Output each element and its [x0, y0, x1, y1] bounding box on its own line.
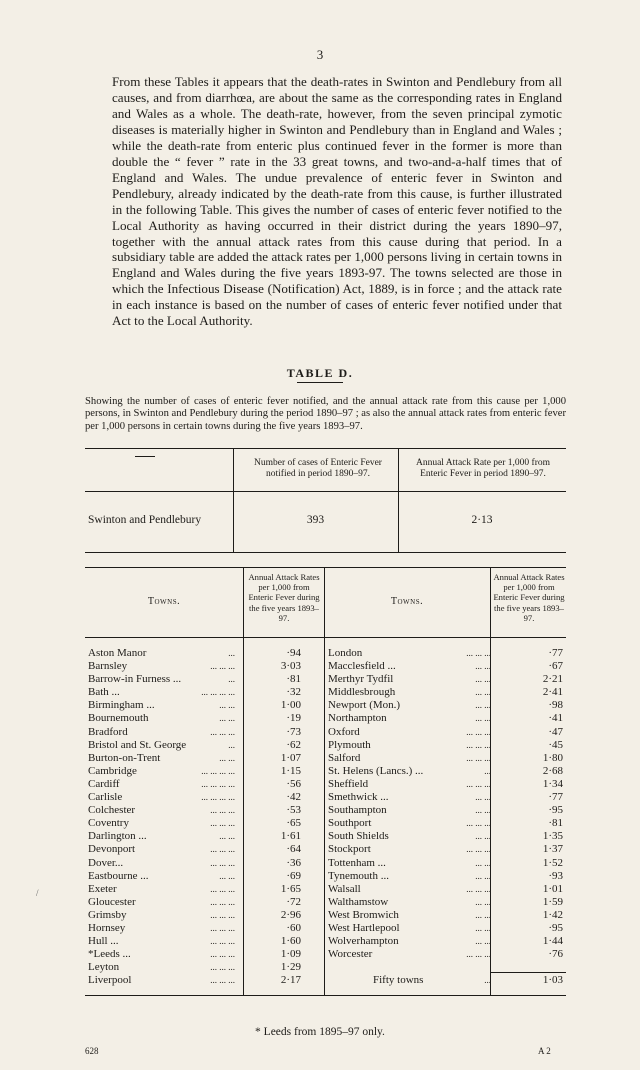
attack-rate: ·73 [286, 725, 301, 738]
town-name: Salford [328, 751, 361, 764]
table-row [328, 935, 563, 948]
leader-dots: ... [228, 739, 235, 750]
attack-rate: 1·15 [280, 764, 301, 777]
table-row [88, 896, 315, 909]
town-name: Bournemouth [88, 712, 149, 725]
table-row [88, 647, 315, 660]
table-row [328, 804, 563, 817]
town-name: Eastbourne ... [88, 869, 149, 882]
town-name: Tynemouth ... [328, 869, 389, 882]
attack-rate: ·60 [286, 921, 301, 934]
table-row [88, 752, 315, 765]
leader-dots: ... ... ... ... [201, 687, 235, 698]
summary-header-rule [85, 491, 566, 492]
town-name: Coventry [88, 817, 129, 830]
leader-dots: ... ... ... [210, 857, 235, 868]
leader-dots: ... ... ... [466, 778, 491, 789]
table-row [88, 935, 315, 948]
attack-rate: ·47 [548, 725, 563, 738]
table-row [88, 791, 315, 804]
leader-dots: ... ... [475, 805, 491, 816]
leader-dots: ... ... ... [466, 818, 491, 829]
attack-rate: 1·03 [542, 974, 563, 987]
town-name: Gloucester [88, 895, 136, 908]
table-row [328, 647, 563, 660]
town-name: Liverpool [88, 974, 132, 987]
attack-rate: ·32 [286, 686, 301, 699]
leader-dots: ... ... [475, 870, 491, 881]
attack-rate: ·94 [286, 647, 301, 659]
rate-header-left: Annual Attack Rates per 1,000 from Enteric Fever during the five years 1893–97. [248, 572, 320, 623]
table-row [88, 804, 315, 817]
town-name: Aston Manor [88, 647, 147, 659]
leader-dots: ... ... ... [210, 975, 235, 986]
town-name: Bath ... [88, 686, 120, 699]
table-row [328, 843, 563, 856]
town-name: St. Helens (Lancs.) ... [328, 764, 424, 777]
leader-dots: ... ... [219, 870, 235, 881]
towns-header-left: Towns. [147, 596, 181, 607]
town-name: Hornsey [88, 921, 126, 934]
town-name: Smethwick ... [328, 791, 389, 804]
town-name: Leyton [88, 961, 120, 974]
attack-rate: ·72 [286, 895, 301, 908]
town-name: Grimsby [88, 908, 127, 921]
attack-rate: 1·65 [280, 882, 301, 895]
attack-rate: 1·35 [542, 830, 563, 843]
towns-header-rule [85, 637, 566, 638]
leader-dots: ... ... [475, 674, 491, 685]
attack-rate: ·36 [286, 856, 301, 869]
table-row [88, 726, 315, 739]
summary-divider-1 [233, 449, 234, 552]
leader-dots: ... ... [475, 700, 491, 711]
print-code: 628 [85, 1046, 99, 1056]
leader-dots: ... ... ... [210, 896, 235, 907]
table-row [88, 857, 315, 870]
towns-divider-2 [324, 568, 325, 995]
town-name: Walthamstow [328, 895, 389, 908]
table-row [88, 830, 315, 843]
table-row [328, 791, 563, 804]
town-name: Fifty towns [373, 974, 424, 987]
summary-top-rule [85, 448, 566, 449]
table-row [328, 883, 563, 896]
table-row [88, 765, 315, 778]
town-name: Stockport [328, 843, 371, 856]
leader-dots: ... ... ... [210, 818, 235, 829]
leader-dots: ... ... ... [466, 648, 491, 658]
attack-rate: 1·44 [542, 935, 563, 948]
footnote: * Leeds from 1895–97 only. [255, 1026, 385, 1038]
summary-header-rate: Annual Attack Rate per 1,000 from Enteric Fever in period 1890–97. [415, 458, 551, 479]
table-row [328, 857, 563, 870]
table-row [88, 778, 315, 791]
intro-paragraph: From these Tables it appears that the death-rates in Swinton and Pendlebury from all causes, and from diarrhœa, are about the same as the corresponding rates in England and Wales as a whole. The death-rate, however, from the seven principal zymotic diseases is materially higher in Swinton and Pendlebury than in England and Wales ; while the death-rate from enteric plus continued fever in the former is more than double the “ fever ” rate in the 33 great towns, and two-and-a-half times that of England and Wales. The undue prevalence of enteric fever in Swinton and Pendlebury, already indicated by the death-rate from this cause, is further illustrated in the following Table. This gives the number of cases of enteric fever notified to the Local Authority as having occurred in their district during the years 1890–97, together with the annual attack rates from this cause during that period. In a subsidiary table are added the attack rates per 1,000 persons living in certain towns in England and Wales during the five years 1893-97. The towns selected are those in which the Infectious Disease (Notification) Act, 1889, is in force ; and the attack rate in each instance is based on the number of cases of enteric fever notified under that Act to the Local Authority. [112, 74, 562, 329]
table-row [88, 922, 315, 935]
table-row [88, 673, 315, 686]
table-row [328, 712, 563, 725]
town-name: South Shields [328, 830, 389, 843]
town-name: Burton-on-Trent [88, 751, 161, 764]
table-row [88, 870, 315, 883]
town-name: Sheffield [328, 777, 369, 790]
leader-dots: ... ... [219, 831, 235, 842]
table-row [328, 870, 563, 883]
leader-dots: ... ... [219, 700, 235, 711]
table-row [328, 948, 563, 961]
town-name: Cardiff [88, 777, 120, 790]
leader-dots: ... ... [475, 792, 491, 803]
attack-rate: ·76 [548, 948, 563, 961]
leader-dots: ... ... [475, 713, 491, 724]
table-row [328, 686, 563, 699]
summary-rate: 2·13 [471, 514, 493, 526]
table-row [328, 896, 563, 909]
table-row [328, 961, 563, 974]
town-name: Darlington ... [88, 830, 147, 843]
attack-rate: 1·01 [542, 882, 563, 895]
leader-dots: ... ... ... [466, 752, 491, 763]
attack-rate: ·45 [548, 738, 563, 751]
leader-dots: ... ... ... [466, 844, 491, 855]
attack-rate: 3·03 [280, 660, 301, 673]
attack-rate: ·42 [286, 791, 301, 804]
attack-rate: ·62 [286, 738, 301, 751]
table-caption: Showing the number of cases of enteric fever notified, and the annual attack rate from this cause per 1,000 persons, in Swinton and Pendlebury during the period 1890–97 ; as also the annual attack rates from enteric fever per 1,000 persons in certain towns during the five years 1893–97. [85, 396, 567, 432]
leader-dots: ... ... [475, 922, 491, 933]
attack-rate: 1·60 [280, 935, 301, 948]
margin-mark: / [36, 888, 39, 898]
left-town-list [88, 647, 315, 987]
town-name: West Bromwich [328, 908, 399, 921]
town-name: Southport [328, 817, 372, 830]
town-name: Merthyr Tydfil [328, 673, 394, 686]
leader-dots: ... ... ... [210, 726, 235, 737]
leader-dots: ... [228, 674, 235, 685]
leader-dots: ... ... [475, 936, 491, 947]
leader-dots: ... ... ... [466, 883, 491, 894]
leader-dots: ... ... [475, 896, 491, 907]
leader-dots: ... ... ... [210, 949, 235, 960]
summary-dash [135, 456, 155, 457]
table-row [88, 686, 315, 699]
summary-divider-2 [398, 449, 399, 552]
table-row [88, 883, 315, 896]
leader-dots: ... ... ... ... [201, 778, 235, 789]
attack-rate: ·41 [548, 712, 563, 725]
town-name: Tottenham ... [328, 856, 386, 869]
town-name: Northampton [328, 712, 387, 725]
table-row [88, 909, 315, 922]
table-row [88, 699, 315, 712]
town-name: Exeter [88, 882, 117, 895]
table-row [328, 817, 563, 830]
attack-rate: 1·42 [542, 908, 563, 921]
table-row [328, 974, 563, 987]
attack-rate: ·95 [548, 921, 563, 934]
table-row [328, 726, 563, 739]
town-name: Barnsley [88, 660, 128, 673]
table-row [328, 765, 563, 778]
table-row [328, 778, 563, 791]
summary-bottom-rule [85, 552, 566, 553]
table-row [328, 699, 563, 712]
table-row [88, 948, 315, 961]
town-name: Carlisle [88, 791, 123, 804]
leader-dots: ... [484, 765, 491, 776]
attack-rate: ·19 [286, 712, 301, 725]
leader-dots: ... ... [219, 713, 235, 724]
attack-rate: 1·34 [542, 777, 563, 790]
right-town-list [328, 647, 563, 987]
town-name: Oxford [328, 725, 360, 738]
leader-dots: ... ... ... [466, 726, 491, 737]
leader-dots: ... ... ... [210, 805, 235, 816]
towns-bottom-rule [85, 995, 566, 996]
towns-top-rule [85, 567, 566, 568]
town-name: Newport (Mon.) [328, 699, 401, 712]
attack-rate: 1·09 [280, 948, 301, 961]
leader-dots: ... ... ... [210, 936, 235, 947]
attack-rate: 1·00 [280, 699, 301, 712]
table-row [328, 660, 563, 673]
leader-dots: ... ... ... [210, 883, 235, 894]
table-row [88, 712, 315, 725]
attack-rate: 2·41 [542, 686, 563, 699]
title-rule [297, 382, 343, 383]
town-name: Wolverhampton [328, 935, 399, 948]
table-row [328, 830, 563, 843]
leader-dots: ... ... [475, 857, 491, 868]
attack-rate: ·65 [286, 817, 301, 830]
table-row [328, 752, 563, 765]
table-row [88, 739, 315, 752]
town-name: Birmingham ... [88, 699, 155, 712]
leader-dots: ... ... ... [466, 949, 491, 960]
attack-rate: 2·21 [542, 673, 563, 686]
summary-place: Swinton and Pendlebury [88, 514, 202, 526]
towns-header-right: Towns. [390, 596, 424, 607]
leader-dots: ... ... ... [210, 922, 235, 933]
leader-dots: ... ... ... [210, 909, 235, 920]
attack-rate: ·53 [286, 804, 301, 817]
attack-rate: ·67 [548, 660, 563, 673]
attack-rate: 1·29 [280, 961, 301, 974]
town-name: Bristol and St. George [88, 738, 187, 751]
leader-dots: ... ... [475, 909, 491, 920]
table-row [88, 660, 315, 673]
attack-rate: ·95 [548, 804, 563, 817]
attack-rate: 1·59 [542, 895, 563, 908]
table-row [88, 843, 315, 856]
leader-dots: ... [228, 648, 235, 658]
town-name: Plymouth [328, 738, 371, 751]
town-name: London [328, 647, 363, 659]
leader-dots: ... ... ... ... [201, 765, 235, 776]
leader-dots: ... ... [475, 831, 491, 842]
leader-dots: ... ... ... [466, 739, 491, 750]
town-name: *Leeds ... [88, 948, 131, 961]
town-name: Devonport [88, 843, 136, 856]
attack-rate: 1·80 [542, 751, 563, 764]
table-row [88, 974, 315, 987]
town-name: Barrow-in Furness ... [88, 673, 182, 686]
attack-rate: 2·17 [280, 974, 301, 987]
table-row [328, 739, 563, 752]
leader-dots: ... ... ... [210, 661, 235, 672]
leader-dots: ... ... [475, 687, 491, 698]
attack-rate: 2·68 [542, 764, 563, 777]
attack-rate: 1·37 [542, 843, 563, 856]
signature-mark: A 2 [538, 1046, 551, 1056]
attack-rate: 1·52 [542, 856, 563, 869]
town-name: West Hartlepool [328, 921, 400, 934]
town-name: Hull ... [88, 935, 119, 948]
leader-dots: ... [484, 975, 491, 986]
attack-rate: ·77 [548, 647, 563, 659]
town-name: Walsall [328, 882, 361, 895]
town-name: Southampton [328, 804, 387, 817]
attack-rate: ·64 [286, 843, 301, 856]
leader-dots: ... ... ... [210, 844, 235, 855]
town-name: Cambridge [88, 764, 137, 777]
rate-header-right: Annual Attack Rates per 1,000 from Enteric Fever during the five years 1893–97. [493, 572, 565, 623]
table-row [88, 961, 315, 974]
attack-rate: 2·96 [280, 908, 301, 921]
table-row [328, 922, 563, 935]
summary-cases: 393 [306, 514, 325, 526]
attack-rate: ·77 [548, 791, 563, 804]
table-row [88, 817, 315, 830]
leader-dots: ... ... [475, 661, 491, 672]
leader-dots: ... ... ... ... [201, 792, 235, 803]
town-name: Middlesbrough [328, 686, 396, 699]
attack-rate: ·81 [286, 673, 301, 686]
table-row [328, 673, 563, 686]
leader-dots: ... ... ... [210, 962, 235, 973]
attack-rate: ·98 [548, 699, 563, 712]
table-title: TABLE D. [286, 366, 354, 380]
town-name: Worcester [328, 948, 373, 961]
town-name: Macclesfield ... [328, 660, 396, 673]
attack-rate: ·69 [286, 869, 301, 882]
town-name: Bradford [88, 725, 128, 738]
town-name: Dover... [88, 856, 124, 869]
summary-header-cases: Number of cases of Enteric Fever notified in period 1890–97. [254, 458, 382, 479]
page-number: 3 [316, 47, 324, 62]
table-row [328, 909, 563, 922]
attack-rate: ·81 [548, 817, 563, 830]
attack-rate: 1·61 [280, 830, 301, 843]
town-name: Colchester [88, 804, 136, 817]
attack-rate: ·93 [548, 869, 563, 882]
leader-dots: ... ... [219, 752, 235, 763]
attack-rate: 1·07 [280, 751, 301, 764]
attack-rate: ·56 [286, 777, 301, 790]
